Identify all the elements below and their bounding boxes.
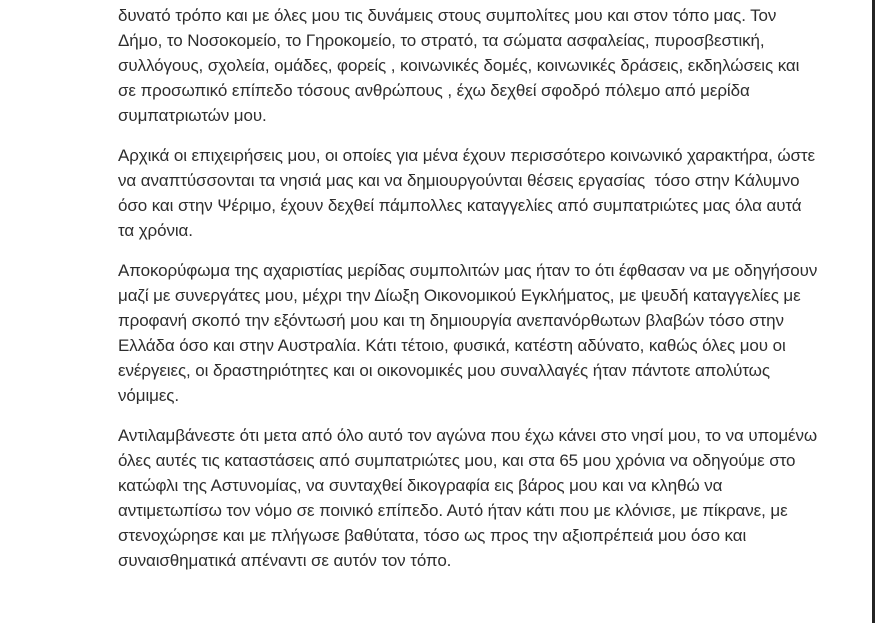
paragraph: δυνατό τρόπο και με όλες μου τις δυνάμεις στους συμπολίτες μου και στον τόπο μας. Τον Δήμο, το Νοσοκομείο, το Γηροκομείο, το στρατό, τα σώματα ασφαλείας, πυροσβεστική, συλλόγους, σχολεία, ομάδες, φορείς , κοινωνικές δομές, κοινωνικές δράσεις, εκδηλώσεις και σε προσωπικό επίπεδο τόσους ανθρώπους , έχω δεχθεί σφοδρό πόλεμο από μερίδα συμπατριωτών μου.	[118, 6, 804, 125]
paragraph: Αντιλαμβάνεστε ότι μετα από όλο αυτό τον αγώνα που έχω κάνει στο νησί μου, το να υπομένω όλες αυτές τις καταστάσεις από συμπατριώτες μου, και στα 65 μου χρόνια να οδηγούμε στο κατώφλι της Αστυνομίας, να συνταχθεί δικογραφία εις βάρος μου και να κληθώ να αντιμετωπίσω τον νόμο σε ποινικό επίπεδο. Αυτό ήταν κάτι που με κλόνισε, με πίκρανε, με στενοχώρησε και με πλήγωσε βαθύτατα, τόσο ως προς την αξιοπρέπειά μου όσο και συναισθηματικά απέναντι σε αυτόν τον τόπο.	[118, 426, 822, 570]
article-body	[118, 3, 827, 588]
paragraph: Αρχικά οι επιχειρήσεις μου, οι οποίες για μένα έχουν περισσότερο κοινωνικό χαρακτήρα, ώστε να αναπτύσσονται τα νησιά μας και να δημιουργούνται θέσεις εργασίας τόσο στην Κάλυμνο όσο και στην Ψέριμο, έχουν δεχθεί πάμπολλες καταγγελίες από συμπατριώτες μας όλα αυτά τα χρόνια.	[118, 146, 820, 240]
paragraph: Αποκορύφωμα της αχαριστίας μερίδας συμπολιτών μας ήταν το ότι έφθασαν να με οδηγήσουν μαζί με συνεργάτες μου, μέχρι την Δίωξη Οικονομικού Εγκλήματος, με ψευδή καταγγελίες με προφανή σκοπό την εξόντωσή μου και τη δημιουργία ανεπανόρθωτων βλαβών τόσο στην Ελλάδα όσο και στην Αυστραλία. Κάτι τέτοιο, φυσικά, κατέστη αδύνατο, καθώς όλες μου οι ενέργειες, οι δραστηριότητες και οι οικονομικές μου συναλλαγές ήταν πάντοτε απολύτως νόμιμες.	[118, 261, 827, 405]
window-right-border	[872, 0, 875, 623]
